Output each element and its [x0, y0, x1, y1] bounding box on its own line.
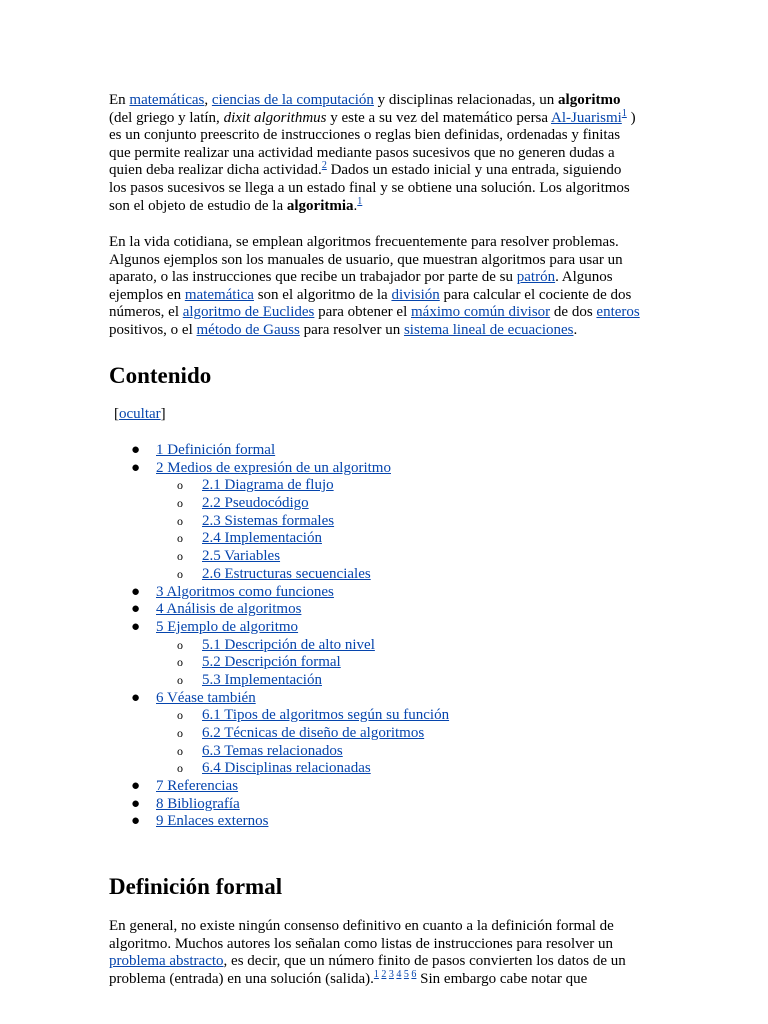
examples-line	[109, 269, 664, 287]
toc-item	[0, 813, 768, 831]
table-of-contents	[0, 442, 768, 831]
toc-subitem	[0, 760, 768, 778]
text: .	[353, 197, 358, 214]
toc-subitem	[0, 637, 768, 655]
toc-subitem	[0, 725, 768, 743]
link-patron[interactable]: patrón	[516, 269, 556, 286]
toc-link[interactable]: 3 Algoritmos como funciones	[156, 583, 334, 600]
toc-link[interactable]: 2.5 Variables	[202, 548, 281, 565]
text: , es decir, que un número finito de pasos convierten los datos de un	[223, 953, 626, 970]
intro-line	[109, 195, 664, 216]
term-algoritmia: algoritmia	[286, 197, 354, 214]
toc-link[interactable]: 9 Enlaces externos	[156, 813, 269, 830]
toc-link[interactable]: 2.4 Implementación	[202, 530, 322, 547]
toc-subitem	[0, 495, 768, 513]
examples-line: En la vida cotidiana, se emplean algoritmos frecuentemente para resolver problemas.	[109, 234, 619, 250]
link-ciencias-computacion[interactable]: ciencias de la computación	[211, 92, 374, 108]
definition-line	[109, 968, 664, 989]
footnote-ref[interactable]: 6	[411, 968, 417, 980]
footnote-ref[interactable]: 2	[321, 160, 327, 172]
toc-subitem	[0, 654, 768, 672]
definition-line: algoritmo. Muchos autores los señalan como listas de instrucciones para resolver un	[109, 935, 614, 952]
bullet-icon: ●	[131, 459, 141, 476]
footnote-ref[interactable]: 1	[373, 968, 379, 980]
text: números, el	[109, 304, 183, 321]
intro-paragraph	[109, 92, 664, 215]
footnote-ref[interactable]: 1	[357, 195, 363, 207]
intro-line: es un conjunto preescrito de instrucciones o reglas bien definidas, ordenadas y finitas	[109, 127, 621, 144]
section-heading-definicion: Definición formal	[109, 874, 283, 899]
circle-bullet-icon: o	[177, 672, 183, 687]
link-matematica[interactable]: matemática	[184, 286, 254, 303]
circle-bullet-icon: o	[177, 708, 183, 723]
text: para obtener el	[314, 304, 411, 321]
bullet-icon: ●	[131, 583, 141, 600]
examples-paragraph	[109, 234, 664, 340]
toc-link[interactable]: 6 Véase también	[156, 689, 256, 706]
bullet-icon: ●	[131, 813, 141, 830]
circle-bullet-icon: o	[177, 496, 183, 511]
term-dixit-algorithmus: dixit algorithmus	[223, 109, 327, 126]
text: para calcular el cociente de dos	[439, 286, 632, 303]
toc-subitem	[0, 566, 768, 584]
text: quien deba realizar dicha actividad.	[109, 162, 322, 179]
link-division[interactable]: división	[391, 286, 440, 303]
toc-link[interactable]: 8 Bibliografía	[156, 795, 240, 812]
link-problema-abstracto[interactable]: problema abstracto	[109, 953, 224, 970]
footnote-ref[interactable]: 3	[388, 968, 394, 980]
toc-subitem	[0, 548, 768, 566]
toc-link[interactable]: 2.3 Sistemas formales	[202, 512, 335, 529]
circle-bullet-icon: o	[177, 655, 183, 670]
bullet-icon: ●	[131, 442, 141, 458]
toc-item	[0, 601, 768, 619]
examples-line	[109, 304, 664, 322]
intro-line	[109, 107, 664, 128]
footnote-ref[interactable]: 5	[403, 968, 409, 980]
circle-bullet-icon: o	[177, 566, 183, 581]
circle-bullet-icon: o	[177, 761, 183, 776]
toc-link[interactable]: 2 Medios de expresión de un algoritmo	[156, 459, 391, 476]
footnote-ref[interactable]: 4	[396, 968, 402, 980]
text: son el algoritmo de la	[253, 286, 392, 303]
footnote-ref[interactable]: 1	[621, 107, 627, 119]
toc-item	[0, 442, 768, 460]
hide-toc-link[interactable]: ocultar	[119, 406, 161, 422]
toc-item	[0, 584, 768, 602]
bracket: ]	[160, 406, 166, 422]
toc-link[interactable]: 6.4 Disciplinas relacionadas	[202, 760, 371, 777]
link-matematicas[interactable]: matemáticas	[129, 92, 205, 108]
circle-bullet-icon: o	[177, 743, 183, 758]
text: . Algunos	[555, 269, 613, 286]
text: En	[109, 92, 130, 108]
bullet-icon: ●	[131, 689, 141, 706]
examples-line	[109, 322, 664, 340]
toc-link[interactable]: 6.3 Temas relacionados	[202, 742, 343, 759]
toc-subitem	[0, 513, 768, 531]
circle-bullet-icon: o	[177, 513, 183, 528]
text: Dados un estado inicial y una entrada, siguiendo	[326, 162, 622, 179]
toc-subitem	[0, 743, 768, 761]
examples-line	[109, 287, 664, 305]
toc-link[interactable]: 6.1 Tipos de algoritmos según su función	[202, 707, 450, 724]
toc-link[interactable]: 5.3 Implementación	[202, 671, 322, 688]
examples-line: Algunos ejemplos son los manuales de usuario, que muestran algoritmos para usar un	[109, 251, 623, 268]
footnote-refs	[374, 969, 417, 980]
text: para resolver un	[299, 321, 404, 338]
bullet-icon: ●	[131, 618, 141, 635]
text: .	[573, 321, 578, 338]
circle-bullet-icon: o	[177, 637, 183, 652]
text: problema (entrada) en una solución (salida).	[109, 970, 374, 987]
term-algoritmo: algoritmo	[558, 92, 621, 108]
link-al-juarismi[interactable]: Al-Juarismi	[550, 109, 622, 126]
toc-link[interactable]: 2.1 Diagrama de flujo	[202, 477, 334, 494]
toc-item	[0, 619, 768, 637]
toc-link[interactable]: 4 Análisis de algoritmos	[156, 601, 302, 618]
text: (del griego y latín,	[109, 109, 224, 126]
toc-subitem	[0, 530, 768, 548]
link-maximo-comun-divisor[interactable]: máximo común divisor	[411, 304, 551, 321]
bullet-icon: ●	[131, 795, 141, 812]
intro-line	[109, 92, 664, 110]
toc-toggle	[114, 406, 166, 424]
text: Sin embargo cabe notar que	[416, 970, 588, 987]
definition-paragraph	[109, 918, 664, 988]
definition-line: En general, no existe ningún consenso definitivo en cuanto a la definición formal de	[109, 918, 614, 934]
footnote-ref[interactable]: 2	[381, 968, 387, 980]
text: y disciplinas relacionadas, un	[373, 92, 559, 108]
bullet-icon: ●	[131, 778, 141, 795]
toc-item	[0, 796, 768, 814]
text: ,	[204, 92, 212, 108]
toc-link[interactable]: 6.2 Técnicas de diseño de algoritmos	[202, 725, 425, 741]
text: aparato, o las instrucciones que recibe un trabajador por parte de su	[109, 269, 517, 286]
toc-link[interactable]: 5.1 Descripción de alto nivel	[202, 636, 375, 653]
circle-bullet-icon: o	[177, 478, 183, 493]
link-algoritmo-euclides[interactable]: algoritmo de Euclides	[182, 304, 315, 321]
toc-subitem	[0, 477, 768, 495]
text: )	[626, 109, 636, 126]
intro-line: que permite realizar una actividad mediante pasos sucesivos que no generen dudas a	[109, 144, 615, 161]
intro-line: los pasos sucesivos se llega a un estado final y se obtiene una solución. Los algoritmos	[109, 179, 630, 196]
text: de dos	[550, 304, 597, 321]
toc-item	[0, 460, 768, 478]
toc-link[interactable]: 5.2 Descripción formal	[202, 654, 341, 671]
toc-subitem	[0, 672, 768, 690]
text: son el objeto de estudio de la	[109, 197, 287, 214]
text: ejemplos en	[109, 286, 185, 303]
text: positivos, o el	[109, 321, 197, 338]
text: y este a su vez del matemático persa	[326, 109, 551, 126]
toc-link[interactable]: 5 Ejemplo de algoritmo	[156, 618, 299, 635]
intro-line	[109, 162, 664, 180]
toc-link[interactable]: 1 Definición formal	[156, 442, 276, 458]
toc-item	[0, 778, 768, 796]
toc-subitem	[0, 707, 768, 725]
bullet-icon: ●	[131, 601, 141, 618]
toc-heading: Contenido	[109, 363, 212, 388]
link-sistema-lineal[interactable]: sistema lineal de ecuaciones	[403, 321, 574, 338]
toc-link[interactable]: 2.2 Pseudocódigo	[202, 495, 309, 512]
link-enteros[interactable]: enteros	[596, 304, 640, 321]
link-metodo-gauss[interactable]: método de Gauss	[196, 321, 300, 338]
toc-link[interactable]: 2.6 Estructuras secuenciales	[202, 565, 371, 582]
circle-bullet-icon: o	[177, 549, 183, 564]
bracket: [	[114, 406, 119, 422]
toc-link[interactable]: 7 Referencias	[156, 778, 239, 795]
toc-item	[0, 690, 768, 708]
circle-bullet-icon: o	[177, 531, 183, 546]
circle-bullet-icon: o	[177, 726, 183, 740]
